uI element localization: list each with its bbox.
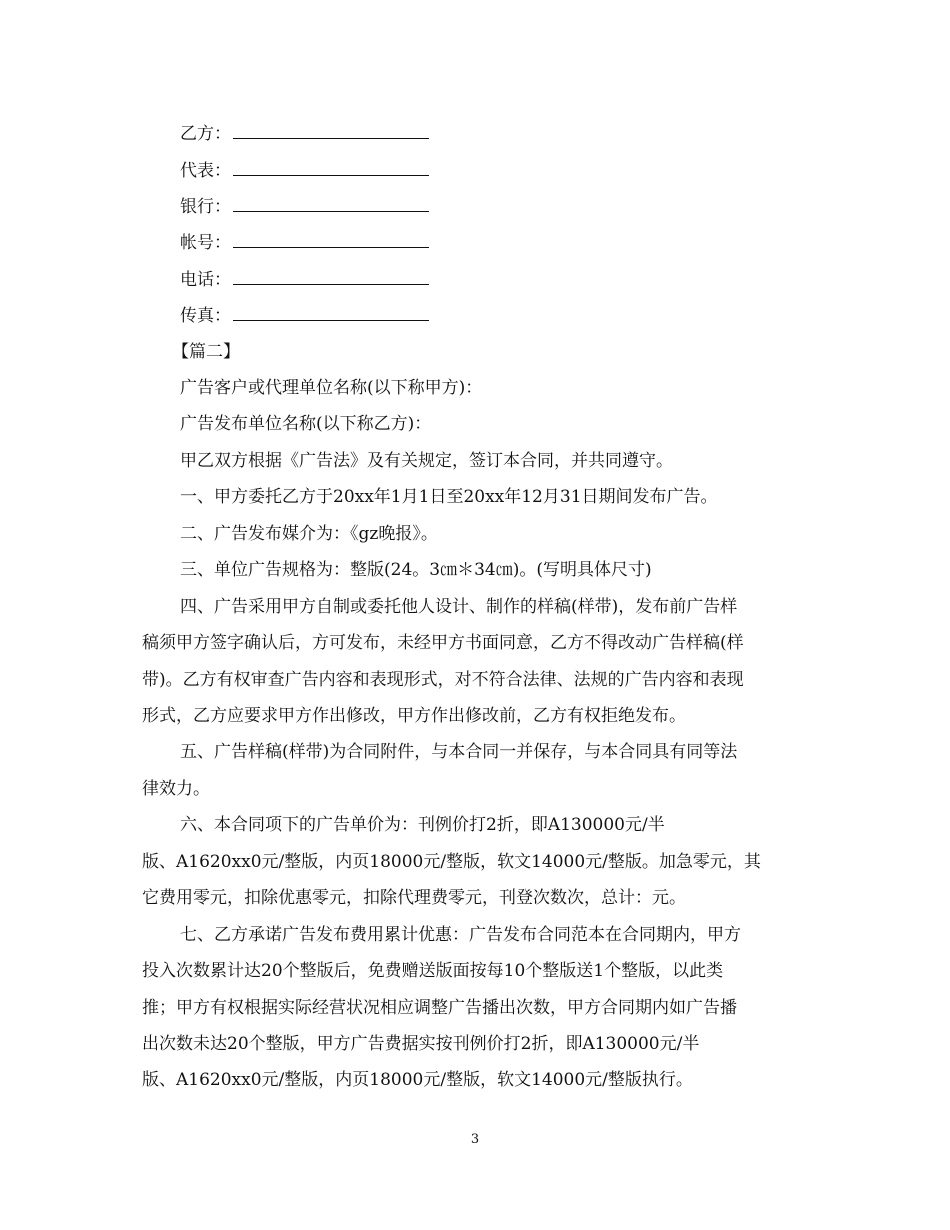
clause-7-line: 版、A1620xx0元/整版，内页18000元/整版，软文14000元/整版执行。 [142, 1070, 693, 1090]
clause-3: 三、单位广告规格为：整版(24。3㎝＊34㎝)。(写明具体尺寸) [180, 560, 652, 580]
blank-line [233, 229, 429, 248]
clause-4-line: 带)。乙方有权审查广告内容和表现形式，对不符合法律、法规的广告内容和表现 [142, 670, 744, 690]
clause-6-line: 它费用零元，扣除优惠零元，扣除代理费零元，刊登次数次，总计：元。 [142, 888, 686, 908]
party-b-field [180, 116, 429, 152]
clause-5-line: 五、广告样稿(样带)为合同附件，与本合同一并保存，与本合同具有同等法 [180, 742, 738, 762]
clause-6-line: 版、A1620xx0元/整版，内页18000元/整版，软文14000元/整版。加急零元，其 [142, 852, 761, 872]
clause-7-line: 出次数未达20个整版，甲方广告费据实按刊例价打2折，即A130000元/半 [142, 1034, 700, 1054]
field-label: 银行： [180, 197, 231, 217]
intro-line: 甲乙双方根据《广告法》及有关规定，签订本合同，并共同遵守。 [180, 451, 673, 471]
blank-line [233, 302, 429, 321]
field-label: 传真： [180, 306, 231, 326]
field-label: 电话： [180, 270, 231, 290]
account-field [180, 225, 429, 261]
blank-line [233, 266, 429, 285]
fax-field [180, 298, 429, 334]
field-label: 乙方： [180, 124, 231, 144]
section-title: 【篇二】 [172, 342, 240, 362]
page-number: 3 [470, 1132, 480, 1147]
clause-6-line: 六、本合同项下的广告单价为：刊例价打2折，即A130000元/半 [180, 815, 665, 835]
intro-line: 广告发布单位名称(以下称乙方)： [180, 414, 432, 434]
clause-4-line: 形式，乙方应要求甲方作出修改，甲方作出修改前，乙方有权拒绝发布。 [142, 706, 686, 726]
clause-7-line: 推；甲方有权根据实际经营状况相应调整广告播出次数，甲方合同期内如广告播 [142, 998, 737, 1018]
clause-1: 一、甲方委托乙方于20xx年1月1日至20xx年12月31日期间发布广告。 [180, 487, 718, 507]
clause-7-line: 七、乙方承诺广告发布费用累计优惠：广告发布合同范本在合同期内，甲方 [180, 925, 741, 945]
clause-7-line: 投入次数累计达20个整版后，免费赠送版面按每10个整版送1个整版，以此类 [142, 961, 724, 981]
blank-line [233, 120, 429, 139]
field-label: 代表： [180, 161, 231, 181]
blank-line [233, 193, 429, 212]
intro-line: 广告客户或代理单位名称(以下称甲方)： [180, 378, 483, 398]
field-label: 帐号： [180, 233, 231, 253]
phone-field [180, 262, 429, 298]
clause-2: 二、广告发布媒介为：《gz晚报》。 [180, 524, 438, 544]
clause-4-line: 四、广告采用甲方自制或委托他人设计、制作的样稿(样带)，发布前广告样 [180, 597, 738, 617]
blank-line [233, 157, 429, 176]
representative-field [180, 153, 429, 189]
clause-4-line: 稿须甲方签字确认后，方可发布，未经甲方书面同意，乙方不得改动广告样稿(样 [142, 633, 744, 653]
bank-field [180, 189, 429, 225]
clause-5-line: 律效力。 [142, 779, 210, 799]
